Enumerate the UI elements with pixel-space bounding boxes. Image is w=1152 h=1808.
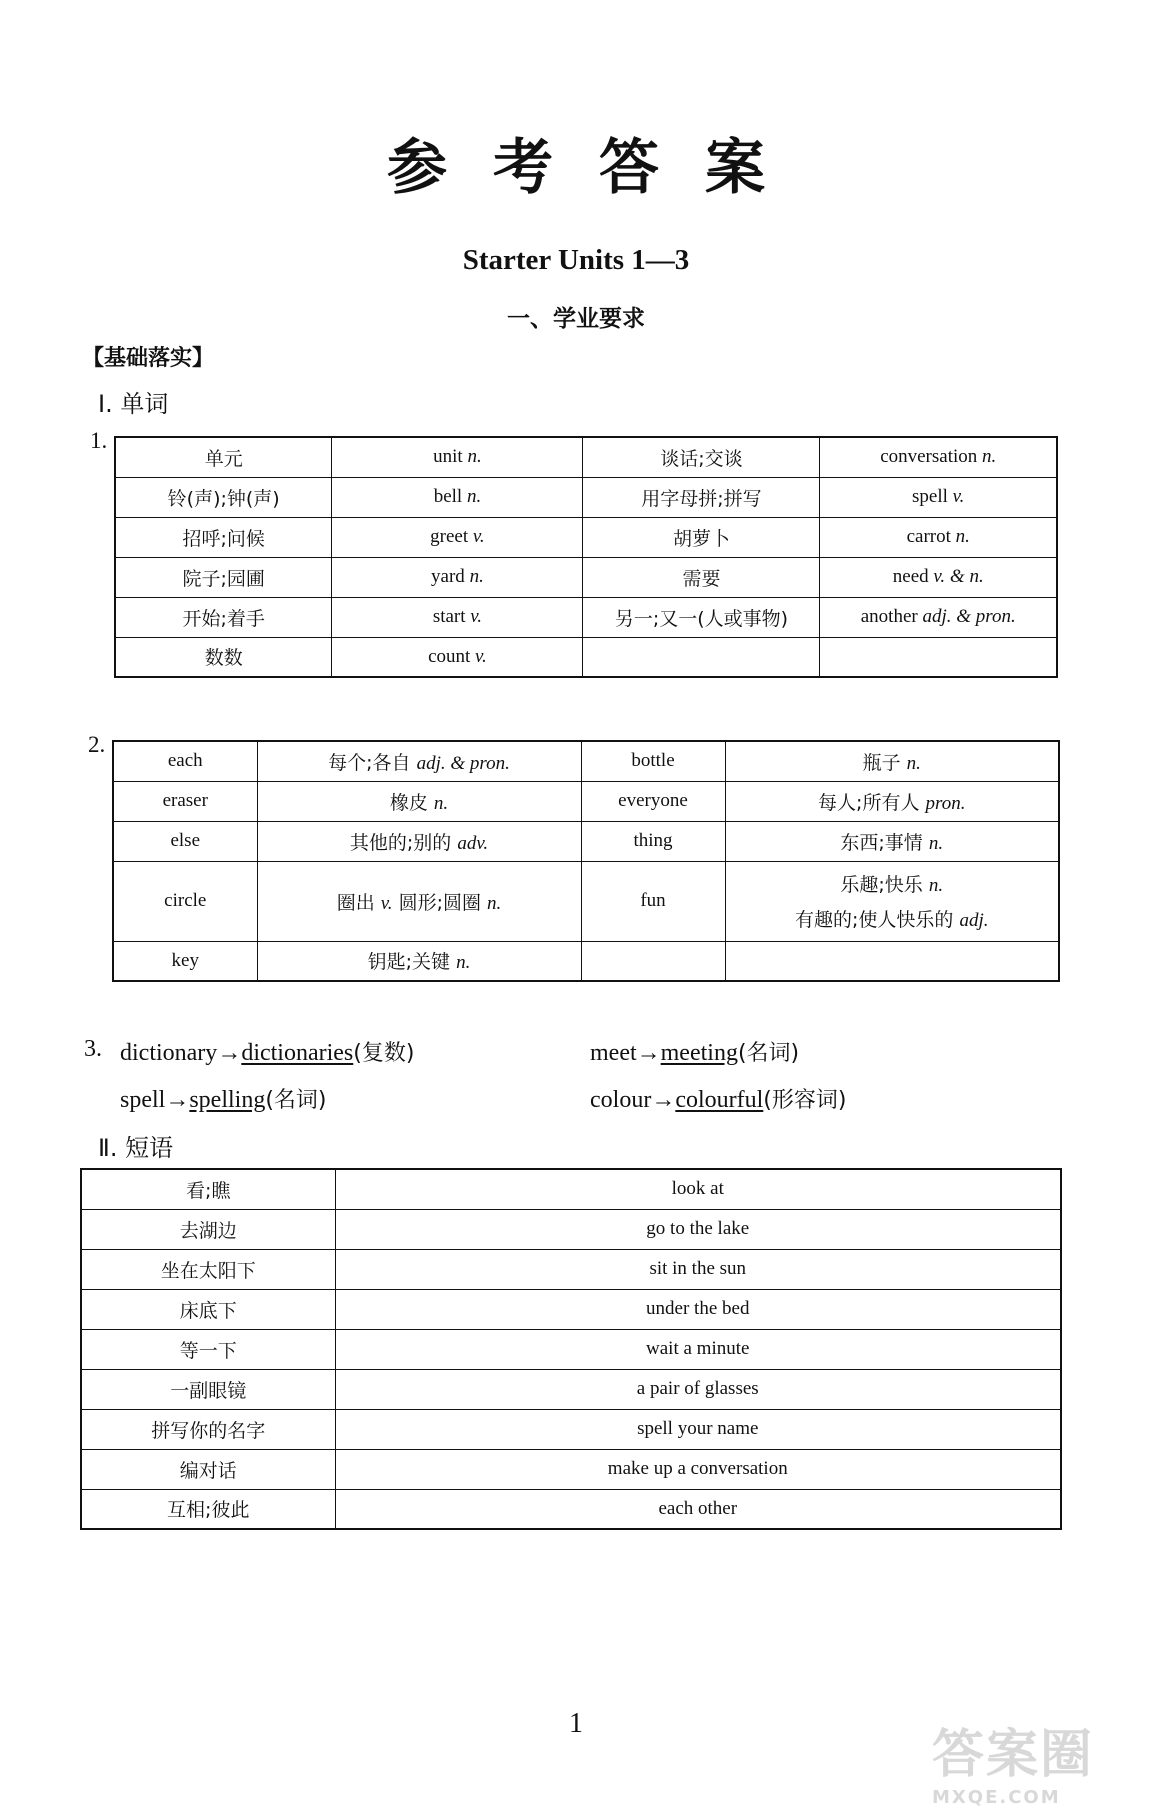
pos-label: v.: [470, 606, 483, 627]
meaning-cell: [725, 861, 1059, 941]
word-cell: [581, 741, 725, 781]
meaning-cell: [725, 821, 1059, 861]
word-text: conversation: [880, 446, 978, 468]
q3-base: colour: [590, 1087, 652, 1113]
q3-answer: meeting: [660, 1040, 738, 1066]
phrases-table: [80, 1168, 1062, 1530]
pos-label: n.: [487, 892, 502, 914]
table-row: [115, 437, 1057, 477]
phrase-cell: [335, 1209, 1061, 1249]
table-row: [81, 1409, 1061, 1449]
meaning-text: 铃(声);钟(声): [167, 487, 280, 510]
meaning-text: 橡皮: [389, 791, 428, 814]
phrase-meaning-cell: [81, 1329, 335, 1369]
pos-label: n.: [982, 446, 997, 468]
word-cell: [332, 557, 583, 597]
phrase-meaning: 编对话: [179, 1459, 237, 1482]
meaning-text: 东西;事情: [840, 831, 923, 854]
word-cell: [820, 517, 1057, 557]
word-text: need: [892, 566, 929, 587]
word-cell: [581, 861, 725, 941]
phrase-cell: [335, 1409, 1061, 1449]
q3-base: dictionary: [120, 1040, 218, 1066]
phrase-cell: [335, 1329, 1061, 1369]
phrase-meaning: 去湖边: [179, 1219, 237, 1242]
word-text: yard: [431, 566, 465, 587]
word-cell: [332, 477, 583, 517]
table-row: [81, 1489, 1061, 1529]
meaning-text: 招呼;问候: [182, 527, 265, 550]
word-text: count: [428, 645, 471, 667]
word-cell: [332, 517, 583, 557]
word-cell: [581, 821, 725, 861]
meaning-text: 圈出: [336, 891, 375, 914]
watermark-logo: [932, 1712, 1132, 1808]
phrase-meaning-cell: [81, 1369, 335, 1409]
q3-answer: colourful: [675, 1087, 764, 1113]
pos-label: v.: [952, 486, 965, 507]
word-text: another: [860, 606, 918, 627]
table-row: [115, 637, 1057, 677]
meaning-cell: [257, 941, 581, 981]
phrase-meaning-cell: [81, 1169, 335, 1209]
phrase-meaning: 床底下: [179, 1299, 237, 1322]
meaning-text: 钥匙;关键: [367, 951, 451, 974]
phrase-meaning-cell: [81, 1449, 335, 1489]
phrase-cell: [335, 1489, 1061, 1529]
meaning-text: 院子;园圃: [182, 567, 265, 590]
meaning-text: 其他的;别的: [349, 831, 452, 854]
meaning-text: 开始;着手: [182, 607, 265, 630]
phrase-meaning-cell: [81, 1409, 335, 1449]
meaning-cell: [257, 781, 581, 821]
meaning-cell: [583, 597, 820, 637]
word-text: fun: [640, 890, 666, 911]
q1-vocab-table: [114, 436, 1058, 678]
table-row: [115, 597, 1057, 637]
pos-label: n.: [467, 446, 482, 468]
word-cell: [581, 781, 725, 821]
meaning-line: [730, 905, 1055, 932]
table-row: [81, 1169, 1061, 1209]
meaning-text: 有趣的;使人快乐的: [795, 909, 954, 931]
phrase-text: under the bed: [646, 1298, 750, 1319]
table-row: [81, 1369, 1061, 1409]
pos-label: v. & n.: [933, 566, 984, 587]
meaning-cell: [257, 861, 581, 941]
pos-label: adj. & pron.: [922, 606, 1016, 627]
meaning-cell: [725, 781, 1059, 821]
table-row: [81, 1329, 1061, 1369]
pos-label: adv.: [457, 832, 489, 854]
word-text: spell: [912, 486, 948, 507]
meaning-line: [262, 828, 577, 855]
meaning-cell: [583, 637, 820, 677]
table-row: [115, 517, 1057, 557]
q3-answer: dictionaries: [241, 1040, 354, 1066]
phrase-text: look at: [671, 1178, 724, 1200]
meaning-line: [730, 748, 1055, 775]
word-text: circle: [164, 890, 207, 911]
word-cell: [332, 597, 583, 637]
word-text: start: [432, 606, 466, 627]
q2-number: 2.: [88, 732, 106, 757]
meaning-text: 每人;所有人: [818, 791, 920, 814]
arrow-icon: →: [217, 1040, 242, 1066]
part2-heading: Ⅱ. 短语: [98, 1134, 174, 1162]
phrase-text: spell your name: [637, 1418, 759, 1439]
block-heading: 【基础落实】: [82, 346, 215, 371]
word-text: key: [171, 949, 199, 971]
meaning-cell: [115, 517, 332, 557]
q3-item-4: [590, 1083, 846, 1114]
meaning-cell: [115, 477, 332, 517]
table-row: [115, 477, 1057, 517]
unit-title: Starter Units 1—3: [462, 244, 690, 276]
phrase-meaning-cell: [81, 1489, 335, 1529]
arrow-icon: →: [165, 1087, 190, 1113]
phrase-text: a pair of glasses: [636, 1378, 759, 1399]
page-number: 1: [569, 1708, 583, 1739]
meaning-line: [262, 748, 577, 775]
phrase-text: go to the lake: [646, 1218, 750, 1239]
meaning-text: 另一;又一(人或事物): [614, 607, 789, 630]
part1-heading: Ⅰ. 单词: [98, 390, 169, 418]
q3-item-2: [590, 1036, 799, 1067]
word-text: bottle: [631, 750, 675, 772]
word-cell: [113, 941, 257, 981]
phrase-cell: [335, 1249, 1061, 1289]
word-cell: [820, 597, 1057, 637]
word-text: thing: [633, 830, 673, 851]
page-title: 参考答案: [387, 133, 811, 203]
q3-answer: spelling: [189, 1087, 266, 1113]
meaning-cell: [115, 557, 332, 597]
meaning-cell: [257, 821, 581, 861]
word-cell: [113, 741, 257, 781]
phrase-meaning: 一副眼镜: [170, 1379, 247, 1402]
meaning-cell: [583, 477, 820, 517]
pos-label: n.: [456, 952, 471, 974]
pos-label: n.: [928, 832, 944, 854]
q2-vocab-table: [112, 740, 1060, 982]
phrase-cell: [335, 1289, 1061, 1329]
q3-item-3: [120, 1083, 327, 1114]
meaning-cell: [115, 637, 332, 677]
meaning-text: 用字母拼;拼写: [641, 487, 762, 510]
meaning-line: [730, 828, 1055, 855]
q3-base: spell: [120, 1087, 166, 1113]
table-row: [81, 1209, 1061, 1249]
pos-label: adj.: [959, 910, 989, 931]
word-cell: [820, 437, 1057, 477]
meaning-cell: [115, 437, 332, 477]
phrase-meaning: 看;瞧: [186, 1179, 231, 1202]
meaning-cell: [583, 437, 820, 477]
meaning-line: [730, 870, 1055, 897]
table-row: [113, 821, 1059, 861]
phrase-meaning-cell: [81, 1249, 335, 1289]
meaning-text: 单元: [204, 447, 243, 470]
phrase-text: wait a minute: [646, 1338, 750, 1359]
pos-label: n.: [469, 566, 484, 587]
word-cell: [820, 477, 1057, 517]
q3-number: 3.: [84, 1036, 102, 1062]
q3-base: meet: [590, 1040, 637, 1066]
q3-note: (名词): [265, 1088, 327, 1113]
word-cell: [113, 861, 257, 941]
pos-label: n.: [466, 486, 482, 507]
phrase-cell: [335, 1449, 1061, 1489]
word-text: carrot: [906, 526, 951, 547]
meaning-text: 谈话;交谈: [660, 447, 743, 470]
table-row: [113, 861, 1059, 941]
word-cell: [113, 781, 257, 821]
word-cell: [332, 637, 583, 677]
phrase-meaning: 等一下: [179, 1339, 237, 1362]
word-cell: [820, 637, 1057, 677]
meaning-cell: [583, 557, 820, 597]
q3-item-1: [120, 1036, 414, 1067]
pos-label: pron.: [925, 792, 966, 814]
meaning-text: 每个;各自: [328, 751, 411, 774]
phrase-text: each other: [658, 1497, 738, 1519]
word-text: each: [167, 750, 203, 772]
word-cell: [820, 557, 1057, 597]
word-text: greet: [430, 526, 469, 547]
table-row: [81, 1449, 1061, 1489]
phrase-meaning: 互相;彼此: [167, 1499, 250, 1522]
table-row: [113, 781, 1059, 821]
meaning-cell: [115, 597, 332, 637]
meaning-text: 需要: [682, 567, 721, 590]
table-row: [81, 1249, 1061, 1289]
pos-label: n.: [955, 526, 970, 547]
q1-number: 1.: [90, 428, 108, 453]
table-row: [115, 557, 1057, 597]
phrase-meaning-cell: [81, 1289, 335, 1329]
meaning-text: 圆形;圆圈: [398, 891, 481, 914]
meaning-cell: [725, 941, 1059, 981]
q3-note: (名词): [737, 1041, 800, 1066]
q3-note: (复数): [353, 1041, 415, 1066]
meaning-line: [262, 788, 577, 815]
word-text: eraser: [162, 790, 208, 811]
pos-label: v.: [472, 526, 485, 547]
meaning-cell: [257, 741, 581, 781]
pos-label: v.: [475, 645, 487, 667]
word-text: everyone: [618, 790, 688, 811]
meaning-line: [262, 947, 577, 974]
arrow-icon: →: [636, 1040, 661, 1066]
word-cell: [332, 437, 583, 477]
pos-label: n.: [906, 752, 921, 774]
meaning-cell: [583, 517, 820, 557]
meaning-text: 胡萝卜: [672, 527, 730, 550]
word-text: unit: [433, 446, 463, 468]
word-text: else: [170, 830, 201, 851]
meaning-line: [730, 788, 1055, 815]
watermark-text: 答案圈: [932, 1725, 1095, 1785]
word-text: bell: [433, 486, 463, 507]
meaning-cell: [725, 741, 1059, 781]
phrase-cell: [335, 1169, 1061, 1209]
word-cell: [113, 821, 257, 861]
watermark-url: MXQE.COM: [932, 1787, 1061, 1808]
pos-label: n.: [433, 792, 449, 814]
word-cell: [581, 941, 725, 981]
meaning-text: 瓶子: [862, 751, 901, 774]
table-row: [113, 741, 1059, 781]
phrase-meaning: 坐在太阳下: [160, 1259, 256, 1282]
phrase-meaning-cell: [81, 1209, 335, 1249]
meaning-line: [262, 888, 577, 915]
phrase-text: make up a conversation: [607, 1458, 788, 1479]
pos-label: n.: [928, 875, 944, 896]
phrase-cell: [335, 1369, 1061, 1409]
pos-label: adj. & pron.: [416, 752, 510, 774]
table-row: [81, 1289, 1061, 1329]
meaning-text: 数数: [204, 647, 243, 670]
section-title: 一、学业要求: [507, 306, 645, 332]
meaning-text: 乐趣;快乐: [840, 874, 923, 896]
table-row: [113, 941, 1059, 981]
phrase-text: sit in the sun: [649, 1258, 747, 1279]
arrow-icon: →: [651, 1087, 676, 1113]
q3-note: (形容词): [763, 1088, 847, 1113]
phrase-meaning: 拼写你的名字: [151, 1419, 266, 1442]
pos-label: v.: [380, 892, 393, 914]
